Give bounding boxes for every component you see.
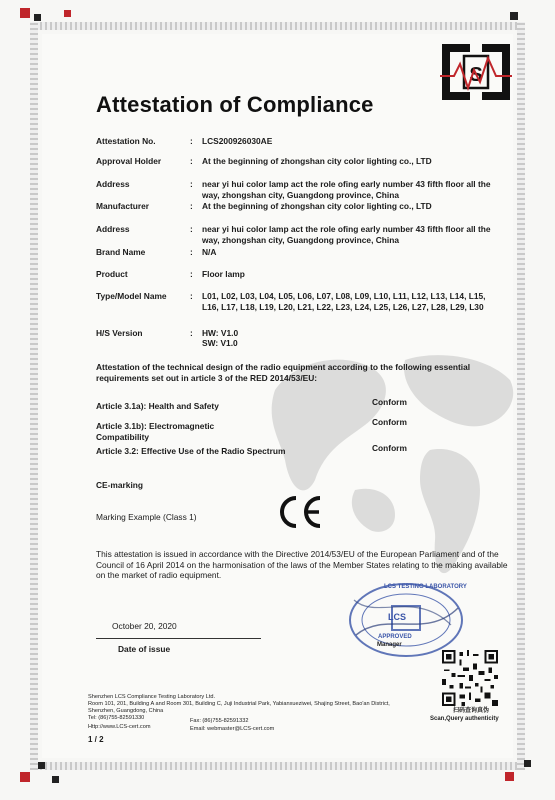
date-underline <box>96 638 261 639</box>
ce-marking-label: CE-marking <box>96 480 144 490</box>
scan-label-cn: 扫码查询真伪 <box>453 708 490 714</box>
field-label: Type/Model Name <box>96 291 167 301</box>
field-label: Attestation No. <box>96 136 156 146</box>
field-colon: : <box>190 201 193 211</box>
field-colon: : <box>190 247 193 257</box>
stamp-center-text: LCS <box>388 612 406 622</box>
corner-square-red <box>505 772 514 781</box>
issuance-statement: This attestation is issued in accordance with the Directive 2014/53/EU of the European Parliament and of the Council of 16 April 2014 on the harmonisation of the laws of the Member States relating to the making available on the market of radio equipment. <box>96 549 508 580</box>
field-value: LCS200926030AE <box>202 136 273 146</box>
footer-website[interactable]: Http://www.LCS-cert.com <box>88 724 151 730</box>
field-label: Manufacturer <box>96 201 150 211</box>
article-3-1a-label: Article 3.1a): Health and Safety <box>96 401 219 411</box>
corner-square-red <box>20 772 30 782</box>
corner-square-black <box>38 762 45 769</box>
field-value: At the beginning of zhongshan city color lighting co., LTD <box>202 201 432 211</box>
corner-square-red <box>64 10 71 17</box>
field-label: Address <box>96 179 130 189</box>
approval-stamp <box>346 580 466 660</box>
corner-square-black <box>34 14 41 21</box>
date-of-issue-label: Date of issue <box>118 644 171 654</box>
article-3-1a-result: Conform <box>372 397 407 407</box>
border-pattern-bottom <box>30 762 525 770</box>
qr-code-icon <box>442 650 498 706</box>
article-3-2-result: Conform <box>372 443 407 453</box>
field-value: near yi hui color lamp act the role ofing early number 43 fifth floor all the way, zhongshan city, Guangdong province, China <box>202 179 491 200</box>
corner-square-black <box>510 12 518 20</box>
article-3-2-label: Article 3.2: Effective Use of the Radio Spectrum <box>96 446 286 456</box>
marking-example-label: Marking Example (Class 1) <box>96 512 197 522</box>
field-colon: : <box>190 136 193 146</box>
article-3-1b-result: Conform <box>372 417 407 427</box>
scan-label-en: Scan,Query authenticity <box>430 716 499 722</box>
footer-address-line2: Shenzhen, Guangdong, China <box>88 708 164 714</box>
field-colon: : <box>190 179 193 189</box>
field-value: L01, L02, L03, L04, L05, L06, L07, L08, L09, L10, L11, L12, L13, L14, L15, L16, L17, L18, L19, L20, L21, L22, L23, L24, L25, L26, L27, L28, L29, L30 <box>202 291 486 312</box>
stamp-manager-text: Manager <box>377 642 402 648</box>
svg-text:S: S <box>469 64 483 86</box>
field-value: N/A <box>202 247 217 257</box>
footer-company: Shenzhen LCS Compliance Testing Laboratory Ltd. <box>88 694 216 700</box>
field-colon: : <box>190 291 193 301</box>
field-colon: : <box>190 328 193 338</box>
corner-square-black <box>524 760 531 767</box>
field-value: At the beginning of zhongshan city color lighting co., LTD <box>202 156 432 166</box>
border-pattern-top <box>30 22 525 30</box>
field-label: Brand Name <box>96 247 146 257</box>
border-pattern-left <box>30 22 38 770</box>
field-value: Floor lamp <box>202 269 245 279</box>
field-label: H/S Version <box>96 328 143 338</box>
page-number: 1 / 2 <box>88 735 104 744</box>
attestation-intro: Attestation of the technical design of the radio equipment according to the following essential requirements set out in article 3 of the RED 2014/53/EU: <box>96 362 471 383</box>
document-title: Attestation of Compliance <box>96 92 374 117</box>
footer-address-line1: Room 101, 201, Building A and Room 301, Building C, Juji Industrial Park, Yabianxueziwei, Shajing Street, Bao'an District, <box>88 701 390 707</box>
field-label: Address <box>96 224 130 234</box>
field-label: Approval Holder <box>96 156 162 166</box>
field-value: near yi hui color lamp act the role ofing early number 43 fifth floor all the way, zhongshan city, Guangdong province, China <box>202 224 491 245</box>
field-colon: : <box>190 224 193 234</box>
issue-date: October 20, 2020 <box>112 621 177 631</box>
field-value: HW: V1.0 <box>202 328 239 338</box>
stamp-top-text: LCS TESTING LABORATORY <box>384 584 467 590</box>
field-colon: : <box>190 269 193 279</box>
footer-tel: Tel: (86)755-82591330 <box>88 715 145 721</box>
field-label: Product <box>96 269 128 279</box>
field-value-secondary: SW: V1.0 <box>202 338 238 348</box>
ce-mark-icon <box>276 494 326 530</box>
corner-square-black <box>52 776 59 783</box>
footer-email[interactable]: Email: webmaster@LCS-cert.com <box>190 726 275 732</box>
stamp-bottom-text: APPROVED <box>378 634 412 640</box>
field-colon: : <box>190 156 193 166</box>
corner-square-red <box>20 8 30 18</box>
article-3-1b-label: Article 3.1b): Electromagnetic Compatibility <box>96 421 215 442</box>
footer-fax: Fax: (86)755-82591332 <box>190 718 249 724</box>
lcs-logo-icon <box>440 42 512 102</box>
